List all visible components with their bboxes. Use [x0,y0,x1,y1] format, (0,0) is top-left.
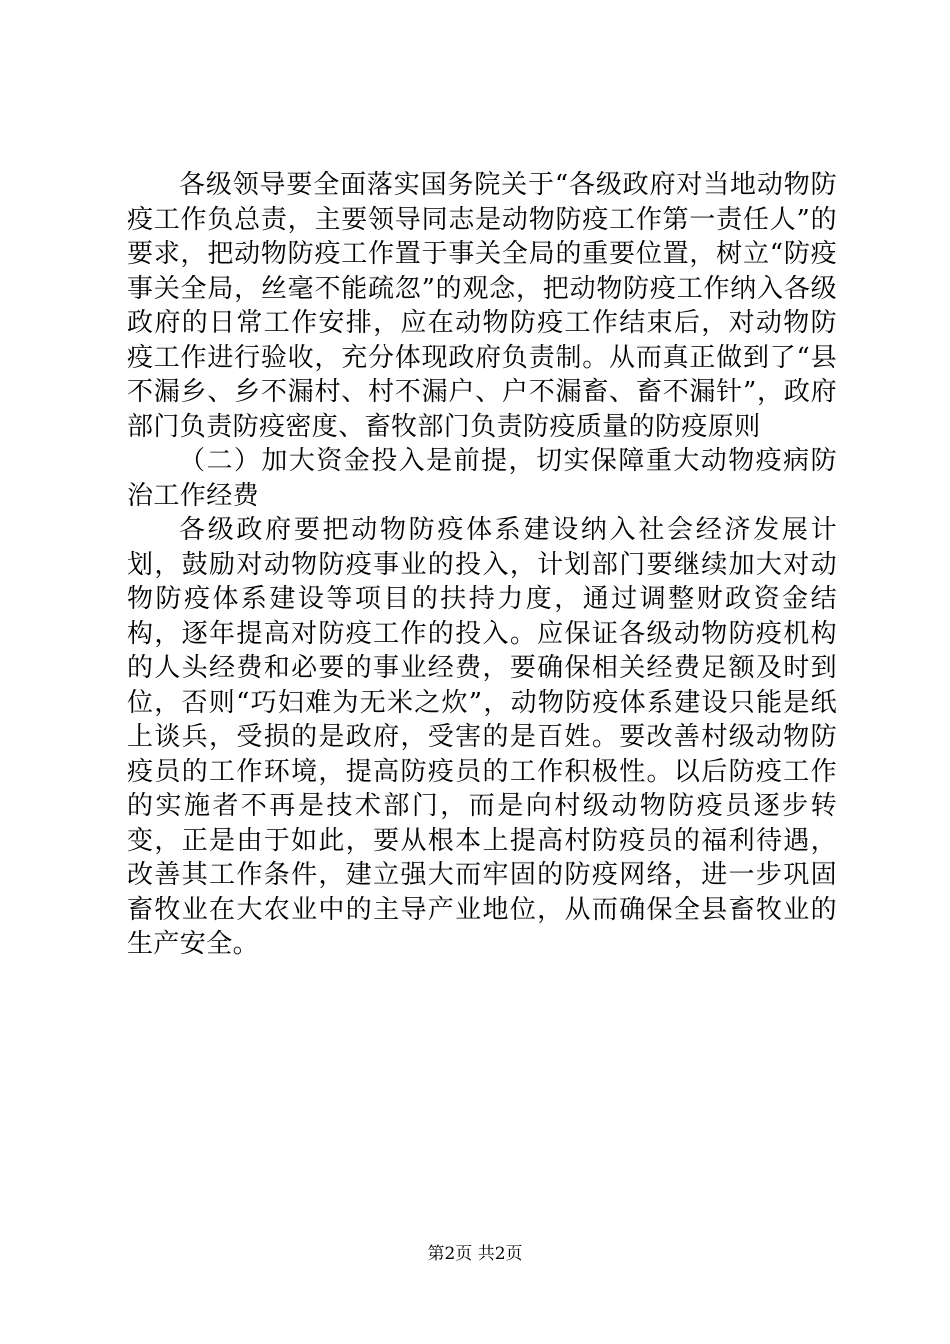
page-footer [0,1243,950,1265]
section-heading-funding: （二）加大资金投入是前提，切实保障重大动物疫病防治工作经费 [127,446,837,511]
document-body [127,168,837,962]
paragraph-funding-details: 各级政府要把动物防疫体系建设纳入社会经济发展计划，鼓励对动物防疫事业的投入，计划部门要继续加大对动物防疫体系建设等项目的扶持力度，通过调整财政资金结构，逐年提高对防疫工作的投入。应保证各级动物防疫机构的人头经费和必要的事业经费，要确保相关经费足额及时到位，否则“巧妇难为无米之炊”，动物防疫体系建设只能是纸上谈兵，受损的是政府，受害的是百姓。要改善村级动物防疫员的工作环境，提高防疫员的工作积极性。以后防疫工作的实施者不再是技术部门，而是向村级动物防疫员逐步转变，正是由于如此，要从根本上提高村防疫员的福利待遇，改善其工作条件，建立强大而牢固的防疫网络，进一步巩固畜牧业在大农业中的主导产业地位，从而确保全县畜牧业的生产安全。 [127,515,837,959]
paragraph-leadership-responsibility: 各级领导要全面落实国务院关于“各级政府对当地动物防疫工作负总责，主要领导同志是动物防疫工作第一责任人”的要求，把动物防疫工作置于事关全局的重要位置，树立“防疫事关全局，丝毫不能疏忽”的观念，把动物防疫工作纳入各级政府的日常工作安排，应在动物防疫工作结束后，对动物防疫工作进行验收，充分体现政府负责制。从而真正做到了“县不漏乡、乡不漏村、村不漏户、户不漏畜、畜不漏针”，政府部门负责防疫密度、畜牧部门负责防疫质量的防疫原则 [127,170,837,442]
page-number: 第2页 共2页 [427,1244,523,1264]
